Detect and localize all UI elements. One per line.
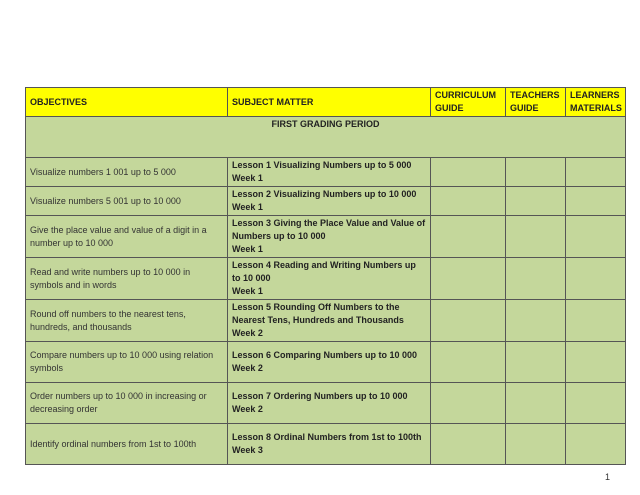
curriculum-guide-cell	[431, 187, 506, 216]
table-row	[26, 383, 626, 424]
learners-materials-cell	[566, 383, 626, 424]
table-row	[26, 300, 626, 342]
header-objectives: OBJECTIVES	[26, 88, 228, 117]
subject-matter-cell	[228, 258, 431, 300]
learners-materials-cell	[566, 342, 626, 383]
table-row	[26, 187, 626, 216]
objective-cell: Compare numbers up to 10 000 using relation symbols	[26, 342, 228, 383]
table-row	[26, 258, 626, 300]
objective-cell: Visualize numbers 1 001 up to 5 000	[26, 158, 228, 187]
objective-cell: Round off numbers to the nearest tens, hundreds, and thousands	[26, 300, 228, 342]
teachers-guide-cell	[506, 424, 566, 465]
header-learners-materials: LEARNERS MATERIALS	[566, 88, 626, 117]
objective-cell: Give the place value and value of a digit in a number up to 10 000	[26, 216, 228, 258]
header-subject-matter: SUBJECT MATTER	[228, 88, 431, 117]
table-row	[26, 342, 626, 383]
curriculum-guide-cell	[431, 158, 506, 187]
lesson-title: Lesson 3 Giving the Place Value and Value of Numbers up to 10 000	[232, 218, 426, 241]
curriculum-guide-cell	[431, 342, 506, 383]
teachers-guide-cell	[506, 158, 566, 187]
curriculum-guide-cell	[431, 258, 506, 300]
lesson-week: Week 2	[232, 363, 263, 373]
curriculum-guide-cell	[431, 216, 506, 258]
table-row	[26, 216, 626, 258]
learners-materials-cell	[566, 216, 626, 258]
subject-matter-cell	[228, 216, 431, 258]
table-row	[26, 158, 626, 187]
lesson-title: Lesson 4 Reading and Writing Numbers up to 10 000	[232, 260, 416, 283]
learners-materials-cell	[566, 300, 626, 342]
lesson-week: Week 1	[232, 173, 263, 183]
objective-cell: Order numbers up to 10 000 in increasing or decreasing order	[26, 383, 228, 424]
subject-matter-cell	[228, 383, 431, 424]
subject-matter-cell	[228, 187, 431, 216]
learners-materials-cell	[566, 187, 626, 216]
objective-cell: Identify ordinal numbers from 1st to 100th	[26, 424, 228, 465]
header-row	[26, 88, 626, 117]
learners-materials-cell	[566, 258, 626, 300]
lesson-week: Week 1	[232, 244, 263, 254]
lesson-title: Lesson 5 Rounding Off Numbers to the Nearest Tens, Hundreds and Thousands	[232, 302, 404, 325]
lesson-title: Lesson 1 Visualizing Numbers up to 5 000	[232, 160, 412, 170]
lesson-title: Lesson 8 Ordinal Numbers from 1st to 100th	[232, 432, 422, 442]
lesson-week: Week 1	[232, 286, 263, 296]
subject-matter-cell	[228, 342, 431, 383]
lesson-title: Lesson 7 Ordering Numbers up to 10 000	[232, 391, 408, 401]
teachers-guide-cell	[506, 216, 566, 258]
lesson-week: Week 1	[232, 202, 263, 212]
lesson-title: Lesson 6 Comparing Numbers up to 10 000	[232, 350, 418, 360]
curriculum-guide-cell	[431, 383, 506, 424]
lesson-table	[25, 87, 626, 465]
subject-matter-cell	[228, 424, 431, 465]
header-teachers-guide: TEACHERS GUIDE	[506, 88, 566, 117]
table-row	[26, 424, 626, 465]
teachers-guide-cell	[506, 342, 566, 383]
curriculum-guide-cell	[431, 300, 506, 342]
teachers-guide-cell	[506, 300, 566, 342]
page-number: 1	[605, 472, 611, 482]
teachers-guide-cell	[506, 187, 566, 216]
period-title: FIRST GRADING PERIOD	[26, 117, 626, 158]
curriculum-guide-cell	[431, 424, 506, 465]
lesson-week: Week 2	[232, 328, 263, 338]
objective-cell: Visualize numbers 5 001 up to 10 000	[26, 187, 228, 216]
teachers-guide-cell	[506, 383, 566, 424]
learners-materials-cell	[566, 424, 626, 465]
period-row	[26, 117, 626, 158]
lesson-title: Lesson 2 Visualizing Numbers up to 10 000	[232, 189, 417, 199]
header-curriculum-guide: CURRICULUM GUIDE	[431, 88, 506, 117]
subject-matter-cell	[228, 158, 431, 187]
lesson-week: Week 3	[232, 445, 263, 455]
subject-matter-cell	[228, 300, 431, 342]
teachers-guide-cell	[506, 258, 566, 300]
learners-materials-cell	[566, 158, 626, 187]
objective-cell: Read and write numbers up to 10 000 in symbols and in words	[26, 258, 228, 300]
lesson-week: Week 2	[232, 404, 263, 414]
